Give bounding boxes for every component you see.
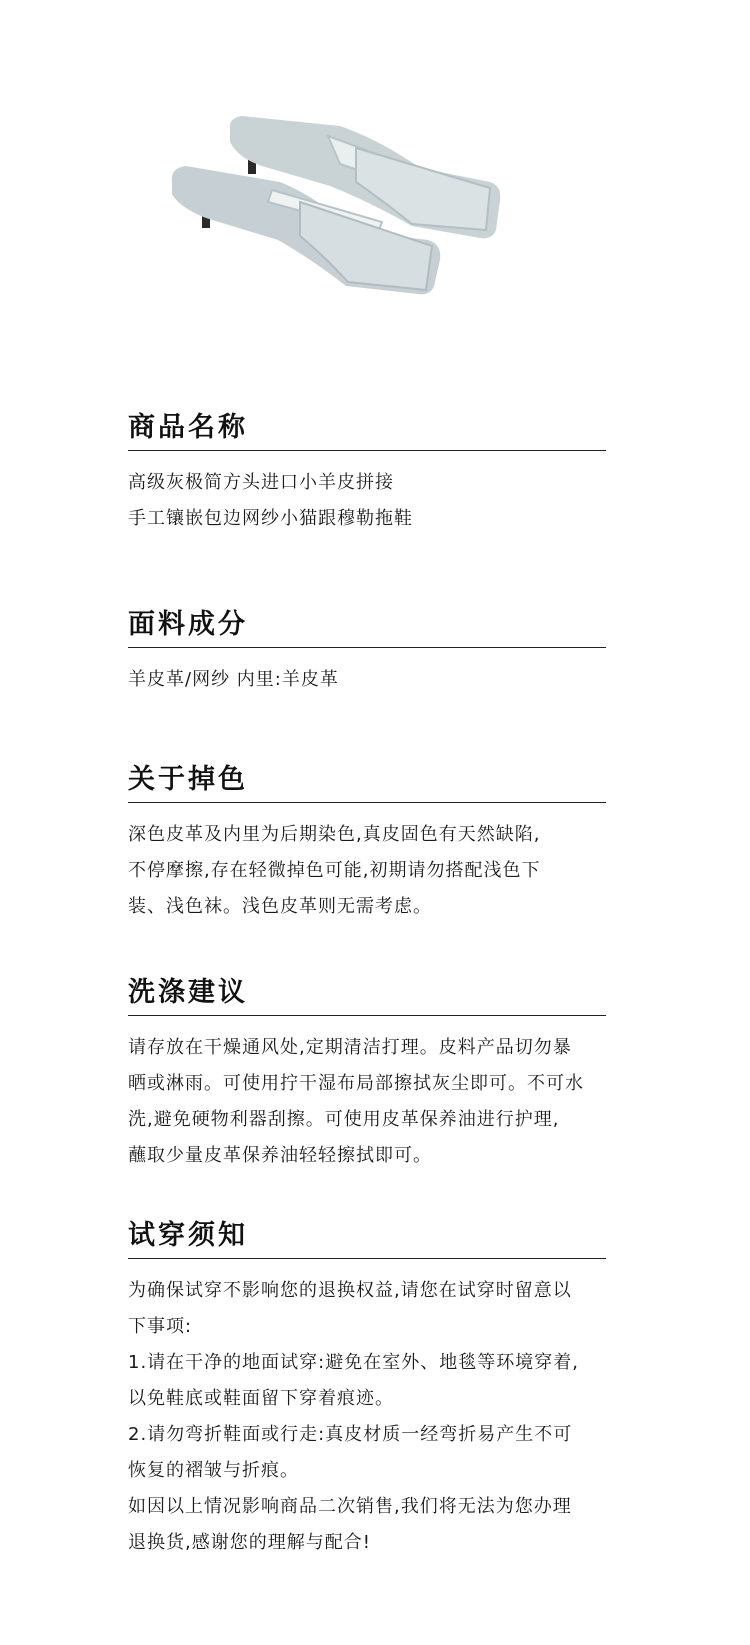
section-try-on-notice: [128, 1218, 606, 1561]
body-line: 2.请勿弯折鞋面或行走:真皮材质一经弯折易产生不可: [128, 1424, 573, 1445]
body-line: 1.请在干净的地面试穿:避免在室外、地毯等环境穿着,: [128, 1352, 579, 1373]
body-line: 不停摩擦,存在轻微掉色可能,初期请勿搭配浅色下: [128, 860, 541, 881]
section-title: 洗涤建议: [128, 975, 606, 1016]
body-line: 装、浅色袜。浅色皮革则无需考虑。: [128, 896, 432, 917]
body-line: 如因以上情况影响商品二次销售,我们将无法为您办理: [128, 1496, 572, 1517]
body-line: 蘸取少量皮革保养油轻轻擦拭即可。: [128, 1145, 432, 1166]
body-line: 退换货,感谢您的理解与配合!: [128, 1532, 371, 1553]
section-title: 商品名称: [128, 410, 606, 451]
body-line: 羊皮革/网纱 内里:羊皮革: [128, 669, 339, 690]
body-line: 高级灰极简方头进口小羊皮拼接: [128, 472, 394, 493]
body-line: 深色皮革及内里为后期染色,真皮固色有天然缺陷,: [128, 824, 541, 845]
body-line: 请存放在干燥通风处,定期清洁打理。皮料产品切勿暴: [128, 1037, 572, 1058]
section-body: [128, 817, 606, 925]
section-body: [128, 662, 606, 698]
section-title: 面料成分: [128, 607, 606, 648]
product-image: [150, 90, 540, 320]
body-line: 手工镶嵌包边网纱小猫跟穆勒拖鞋: [128, 508, 413, 529]
section-body: [128, 1030, 606, 1174]
body-line: 恢复的褶皱与折痕。: [128, 1460, 299, 1481]
section-color-fading: [128, 762, 606, 925]
body-line: 晒或淋雨。可使用拧干湿布局部擦拭灰尘即可。不可水: [128, 1073, 584, 1094]
body-line: 以免鞋底或鞋面留下穿着痕迹。: [128, 1388, 394, 1409]
section-care-advice: [128, 975, 606, 1174]
section-product-name: [128, 410, 606, 537]
section-body: [128, 1273, 606, 1561]
mule-shoes-image: [150, 90, 540, 320]
body-line: 为确保试穿不影响您的退换权益,请您在试穿时留意以: [128, 1280, 572, 1301]
body-line: 洗,避免硬物利器刮擦。可使用皮革保养油进行护理,: [128, 1109, 560, 1130]
section-body: [128, 465, 606, 537]
section-material: [128, 607, 606, 698]
section-title: 关于掉色: [128, 762, 606, 803]
body-line: 下事项:: [128, 1316, 193, 1337]
section-title: 试穿须知: [128, 1218, 606, 1259]
